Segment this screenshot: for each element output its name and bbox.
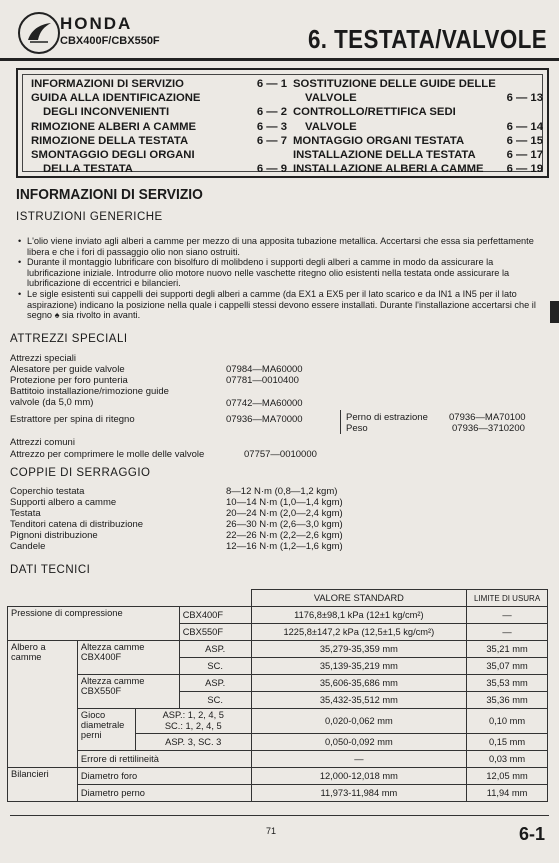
specs-title: DATI TECNICI — [10, 564, 91, 576]
standard-value: 1225,8±147,2 kPa (12,5±1,5 kg/cm²) — [251, 624, 466, 641]
standard-value: 35,606-35,686 mm — [251, 675, 466, 692]
header-rule — [0, 58, 559, 61]
limit-value: 11,94 mm — [467, 785, 548, 802]
sub-label: Altezza camme CBX550F — [77, 675, 179, 709]
instructions-list — [18, 236, 548, 321]
brand-name: HONDA — [60, 14, 133, 33]
torque-value: 8—12 N·m (0,8—1,2 kgm) — [226, 486, 338, 497]
sub-label: Diametro foro — [77, 768, 251, 785]
table-row — [8, 768, 548, 785]
torque-value: 12—16 N·m (1,2—1,6 kgm) — [226, 541, 343, 552]
limit-value: 0,10 mm — [467, 709, 548, 734]
toc-item-cont[interactable]: VALVOLE 6 — 13 — [305, 92, 543, 105]
part-name: Peso — [346, 423, 368, 434]
tool-name: Protezione per foro punteria — [10, 375, 128, 386]
tool-name: Battitoio installazione/rimozione guide — [10, 386, 169, 397]
generic-instructions-title: ISTRUZIONI GENERICHE — [16, 211, 163, 223]
sub-label: Diametro perno — [77, 785, 251, 802]
tool-code: 07742—MA60000 — [226, 398, 303, 409]
table-header-row — [8, 590, 548, 607]
limit-value: 0,03 mm — [467, 751, 548, 768]
row-label: Pressione di compressione — [8, 607, 180, 641]
page-number: 71 — [266, 826, 277, 836]
table-of-contents — [16, 68, 549, 178]
toc-item[interactable]: RIMOZIONE ALBERI A CAMME 6 — 3 — [31, 120, 287, 133]
common-tools-label: Attrezzi comuni — [10, 437, 75, 448]
bracket-divider — [340, 410, 341, 434]
toc-item[interactable]: RIMOZIONE DELLA TESTATA 6 — 7 — [31, 134, 287, 147]
torque-item: Testata — [10, 508, 41, 519]
torque-value: 10—14 N·m (1,0—1,4 kgm) — [226, 497, 343, 508]
section-tab-marker — [550, 301, 559, 323]
toc-item[interactable]: INSTALLAZIONE ALBERI A CAMME 6 — 19 — [293, 163, 543, 176]
torque-value: 20—24 N·m (2,0—2,4 kgm) — [226, 508, 343, 519]
sub-label: Gioco diametrale perni — [77, 709, 135, 751]
special-tools-label: Attrezzi speciali — [10, 353, 76, 364]
wing-icon — [20, 14, 58, 52]
model-cell: CBX400F — [179, 607, 251, 624]
sub-label: Errore di rettilineità — [77, 751, 251, 768]
limit-value: 35,21 mm — [467, 641, 548, 658]
torque-item: Tenditori catena di distribuzione — [10, 519, 144, 530]
kind-cell: ASP. — [179, 675, 251, 692]
instruction-item: • Le sigle esistenti sui cappelli dei supporti degli alberi a camme (da EX1 a EX5 per il lato scarico e da IN1 a IN5 per il lato aspirazione) indicano la posizione nella quale i cappelli stessi devono essere installati. Durante l'installazione accertarsi che il segno ♠ sia rivolto in avanti. — [18, 289, 548, 321]
tool-code: 07757—0010000 — [244, 449, 317, 460]
tool-code: 07984—MA60000 — [226, 364, 303, 375]
limit-value: — — [467, 624, 548, 641]
tool-code: 07781—0010400 — [226, 375, 299, 386]
table-row — [8, 607, 548, 624]
chapter-title: 6. TESTATA/VALVOLE — [307, 24, 547, 54]
standard-value: 12,000-12,018 mm — [251, 768, 466, 785]
part-code: 07936—MA70100 — [449, 412, 526, 423]
toc-item-cont[interactable]: DELLA TESTATA 6 — 9 — [43, 163, 287, 176]
toc-left-column — [31, 77, 287, 176]
honda-wing-logo — [18, 12, 60, 54]
model-names: CBX400F/CBX550F — [60, 35, 160, 47]
standard-value: 35,139-35,219 mm — [251, 658, 466, 675]
tool-name-cont: valvole (da 5,0 mm) — [10, 397, 94, 408]
torque-item: Coperchio testata — [10, 486, 85, 497]
tool-name: Estrattore per spina di ritegno — [10, 414, 135, 425]
row-label: Bilancieri — [8, 768, 78, 802]
col-standard-header: VALORE STANDARD — [251, 590, 466, 607]
standard-value: 11,973-11,984 mm — [251, 785, 466, 802]
tool-name: Alesatore per guide valvole — [10, 364, 125, 375]
specs-table — [7, 589, 548, 802]
standard-value: 1176,8±98,1 kPa (12±1 kg/cm²) — [251, 607, 466, 624]
col-limit-header: LIMITE DI USURA — [467, 590, 548, 607]
part-code: 07936—3710200 — [452, 423, 525, 434]
limit-value: 35,53 mm — [467, 675, 548, 692]
toc-item[interactable]: MONTAGGIO ORGANI TESTATA 6 — 15 — [293, 134, 543, 147]
limit-value: 0,15 mm — [467, 734, 548, 751]
section-title: INFORMAZIONI DI SERVIZIO — [16, 186, 203, 203]
table-row — [8, 785, 548, 802]
page-code: 6-1 — [518, 824, 545, 844]
torque-item: Pignoni distribuzione — [10, 530, 98, 541]
tool-code: 07936—MA70000 — [226, 414, 303, 425]
instruction-item: • L'olio viene inviato agli alberi a camme per mezzo di una apposita tubazione metallica. Accertarsi che essa sia perfettamente libera e che i fori di passaggio olio non siano ostruiti. — [18, 236, 548, 257]
toc-item[interactable]: GUIDA ALLA IDENTIFICAZIONE — [31, 92, 201, 105]
toc-item-cont[interactable]: VALVOLE 6 — 14 — [305, 120, 543, 133]
toc-right-column — [293, 77, 543, 176]
model-cell: CBX550F — [179, 624, 251, 641]
standard-value: 0,020-0,062 mm — [251, 709, 466, 734]
table-row — [8, 751, 548, 768]
row-label: Albero a camme — [8, 641, 78, 768]
torque-item: Supporti albero a camme — [10, 497, 117, 508]
limit-value: 12,05 mm — [467, 768, 548, 785]
toc-item[interactable]: SMONTAGGIO DEGLI ORGANI — [31, 149, 195, 162]
limit-value: — — [467, 607, 548, 624]
standard-value: 0,050-0,092 mm — [251, 734, 466, 751]
torque-item: Candele — [10, 541, 46, 552]
toc-item[interactable]: SOSTITUZIONE DELLE GUIDE DELLE — [293, 78, 496, 90]
toc-item-cont[interactable]: DEGLI INCONVENIENTI 6 — 2 — [43, 106, 287, 119]
kind-cell: ASP. 3, SC. 3 — [135, 734, 251, 751]
kind-cell: SC. — [179, 658, 251, 675]
kind-cell: ASP.: 1, 2, 4, 5 SC.: 1, 2, 4, 5 — [135, 709, 251, 734]
table-row — [8, 709, 548, 734]
torque-value: 22—26 N·m (2,2—2,6 kgm) — [226, 530, 343, 541]
kind-cell: SC. — [179, 692, 251, 709]
standard-value: — — [251, 751, 466, 768]
part-name: Perno di estrazione — [346, 412, 428, 423]
toc-item[interactable]: CONTROLLO/RETTIFICA SEDI — [293, 106, 456, 119]
standard-value: 35,432-35,512 mm — [251, 692, 466, 709]
toc-item[interactable]: INFORMAZIONI DI SERVIZIO 6 — 1 — [31, 78, 287, 90]
tool-name: Attrezzo per comprimere le molle delle valvole — [10, 449, 205, 460]
kind-cell: ASP. — [179, 641, 251, 658]
torque-title: COPPIE DI SERRAGGIO — [10, 467, 151, 479]
table-row — [8, 641, 548, 658]
standard-value: 35,279-35,359 mm — [251, 641, 466, 658]
table-row — [8, 675, 548, 692]
toc-item[interactable]: INSTALLAZIONE DELLA TESTATA 6 — 17 — [293, 149, 543, 162]
instruction-item: • Durante il montaggio lubrificare con bisolfuro di molibdeno i supporti degli alberi a camme in modo da assicurare la lubrificazione iniziale. Introdurre olio motore nuovo nelle vaschette ritegno olio esistenti nella testata onde assicurare la lubrificazione di eccentrici e bilancieri. — [18, 257, 548, 289]
limit-value: 35,07 mm — [467, 658, 548, 675]
special-tools-title: ATTREZZI SPECIALI — [10, 333, 128, 345]
footer-rule — [10, 815, 549, 816]
limit-value: 35,36 mm — [467, 692, 548, 709]
torque-value: 26—30 N·m (2,6—3,0 kgm) — [226, 519, 343, 530]
sub-label: Altezza camme CBX400F — [77, 641, 179, 675]
